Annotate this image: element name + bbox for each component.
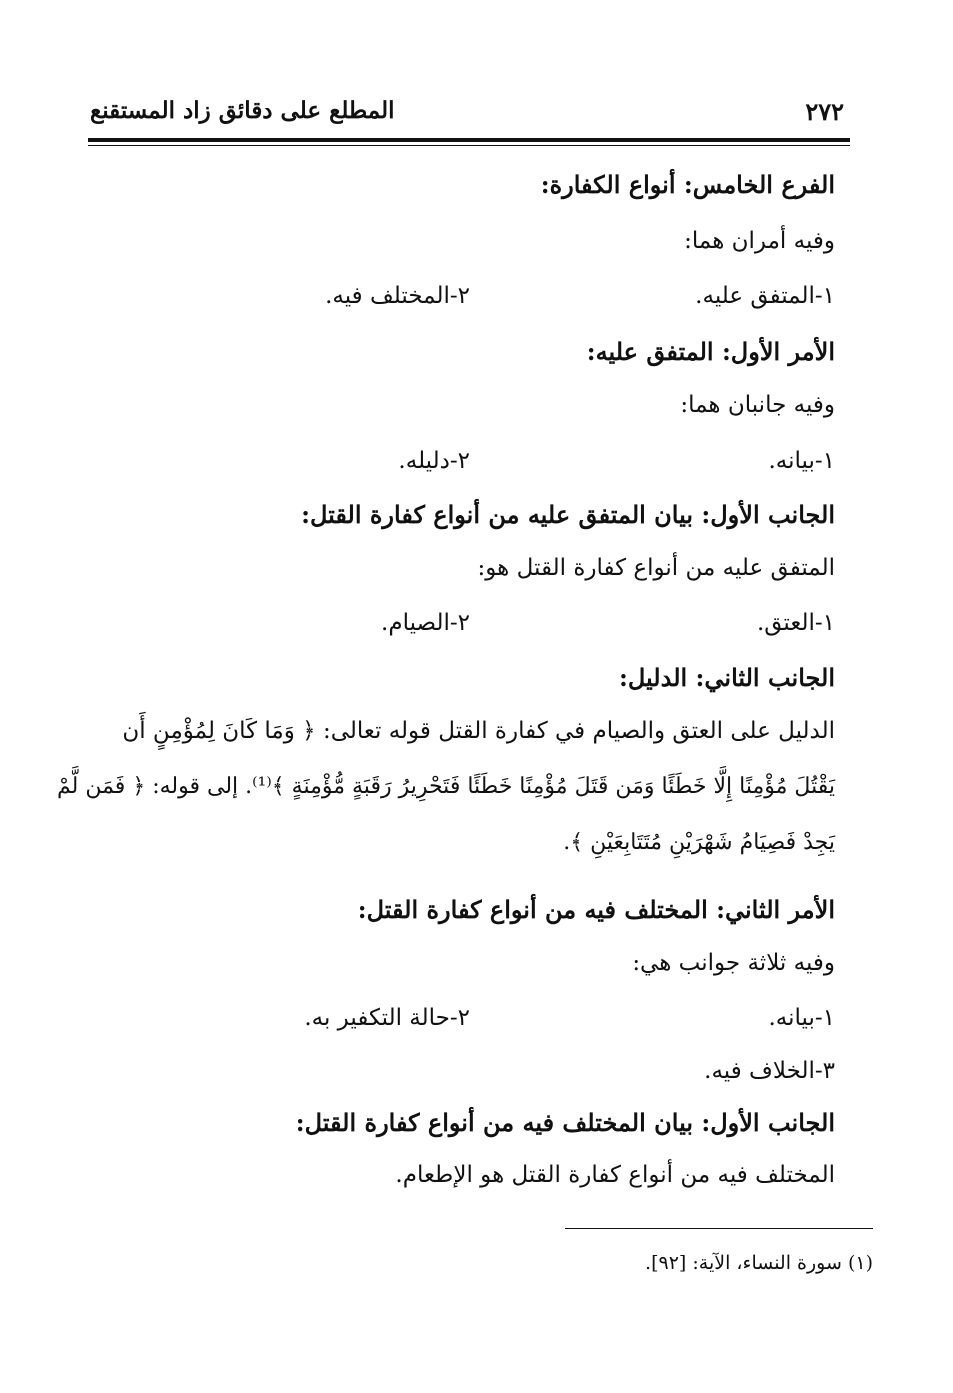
body-line: وفيه أمران هما: <box>684 228 835 254</box>
list-item: ١-العتق. <box>756 610 835 636</box>
running-title: المطلع على دقائق زاد المستقنع <box>90 97 395 124</box>
section-heading: الفرع الخامس: أنواع الكفارة: <box>540 170 835 199</box>
subsection-heading: الجانب الأول: بيان المتفق عليه من أنواع كفارة القتل: <box>301 500 835 529</box>
list-item: ٣-الخلاف فيه. <box>704 1058 835 1084</box>
subsection-heading: الأمر الأول: المتفق عليه: <box>586 337 835 366</box>
body-line: المختلف فيه من أنواع كفارة القتل هو الإطعام. <box>395 1162 835 1188</box>
list-item: ٢-دليله. <box>398 448 470 474</box>
body-line: المتفق عليه من أنواع كفارة القتل هو: <box>477 555 835 581</box>
list-item: ٢-المختلف فيه. <box>325 283 470 309</box>
body-line: وفيه جانبان هما: <box>680 392 835 418</box>
list-item: ١-بيانه. <box>768 448 835 474</box>
body-line: الدليل على العتق والصيام في كفارة القتل قوله تعالى: ﴿ وَمَا كَانَ لِمُؤْمِنٍ أَن <box>122 718 835 744</box>
list-item: ١-بيانه. <box>768 1005 835 1031</box>
quran-verse-line: يَجِدْ فَصِيَامُ شَهْرَيْنِ مُتَتَابِعَيْنِ ﴾. <box>563 830 835 855</box>
list-item: ٢-حالة التكفير به. <box>304 1005 470 1031</box>
footnote-separator <box>565 1228 873 1229</box>
subsection-heading: الأمر الثاني: المختلف فيه من أنواع كفارة القتل: <box>357 895 835 924</box>
body-line: وفيه ثلاثة جوانب هي: <box>632 950 835 976</box>
quran-verse-line: يَقْتُلَ مُؤْمِنًا إِلَّا خَطَئًا وَمَن قَتَلَ مُؤْمِنًا خَطَئًا فَتَحْرِيرُ رَقَبَةٍ مُّؤْمِنَةٍ ﴾⁽¹⁾. إلى قوله: ﴿ فَمَن لَّمْ <box>57 774 835 799</box>
list-item: ٢-الصيام. <box>381 610 470 636</box>
subsection-heading: الجانب الثاني: الدليل: <box>619 663 835 692</box>
page-header <box>90 95 850 135</box>
page-number: ٢٧٢ <box>805 97 844 126</box>
subsection-heading: الجانب الأول: بيان المختلف فيه من أنواع كفارة القتل: <box>295 1108 835 1137</box>
footnote: (١) سورة النساء، الآية: [٩٢]. <box>645 1252 873 1274</box>
header-rule-thick <box>88 138 850 142</box>
list-item: ١-المتفق عليه. <box>695 283 835 309</box>
header-rule-thin <box>88 145 850 146</box>
